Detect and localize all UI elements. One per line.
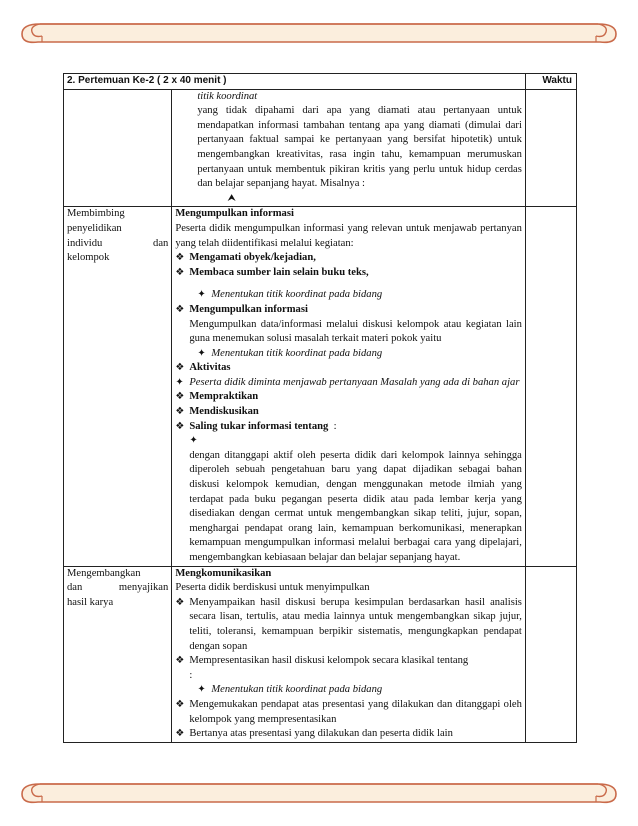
arrow-up-icon: ⮝ [227, 192, 236, 204]
star-bullet-icon: ✦ [175, 376, 184, 388]
activity-line: Membimbing [67, 208, 125, 220]
description-cell [172, 207, 526, 566]
description-cell [172, 89, 526, 207]
lesson-plan-table [63, 73, 577, 743]
activity-cell [64, 207, 172, 566]
meeting-title: 2. Pertemuan Ke-2 ( 2 x 40 menit ) [64, 74, 526, 90]
sub-list-item [175, 288, 522, 303]
table-header-row [64, 74, 577, 90]
list-item [175, 251, 522, 266]
star-bullet-icon: ✦ [197, 684, 206, 696]
closing-paragraph: dengan ditanggapi aktif oleh peserta didik dari kelompok lainnya sehingga diperoleh sebuah pengetahuan baru yang dapat dijadikan sebagai bahan diskusi kelompok kemudian, dengan menggunakan metode ilmiah yang terdapat pada buku pegangan peserta didik atau pada lembar kerja yang disediakan dengan cermat untuk mengembangkan sikap teliti, jujur, sopan, menghargai pendapat orang lain, kemampuan berkomunikasi, menerapkan kemampuan mengumpulkan informasi melalui berbagai cara yang dipelajari, mengembangkan kebiasaan belajar dan belajar sepanjang hayat. [189, 449, 522, 563]
list-item-text: Mengamati obyek/kejadian, [189, 252, 316, 264]
activity-word: menyajikan [118, 582, 169, 594]
activity-line: hasil karya [67, 596, 114, 608]
list-item-text: Menyampaikan hasil diskusi berupa kesimpulan berdasarkan hasil analisis secara lisan, tertulis, atau media lainnya untuk mengembangkan sikap jujur, teliti, toleransi, kemampuan berpikir sistematis, mengungkapkan pendapat dengan sopan [189, 596, 522, 652]
list-item-text: Mengumpulkan informasi [189, 303, 308, 315]
list-item [175, 390, 522, 405]
diamond-bullet-icon: ❖ [175, 391, 185, 403]
sub-list-item-text: Menentukan titik koordinat pada bidang [211, 684, 383, 696]
diamond-bullet-icon: ❖ [175, 728, 185, 740]
list-item [175, 405, 522, 420]
list-item [175, 698, 522, 727]
sub-list-item [175, 683, 522, 698]
sub-list-item-text: Menentukan titik koordinat pada bidang [211, 289, 383, 301]
decorative-scroll-top [0, 12, 638, 52]
list-item-text: Membaca sumber lain selain buku teks, [189, 266, 369, 278]
activity-line: kelompok [67, 252, 110, 264]
diamond-bullet-icon: ❖ [175, 266, 185, 278]
activity-line: Mengembangkan [67, 567, 141, 579]
list-item-text: Mempraktikan [189, 391, 259, 403]
list-item [175, 420, 522, 435]
star-bullet-icon: ✦ [189, 435, 198, 447]
list-item [175, 266, 522, 281]
list-item-text: Mendiskusikan [189, 406, 259, 418]
list-item-text: Mengemukakan pendapat atas presentasi yang dilakukan dan ditanggapi oleh kelompok yang mempresentasikan [189, 698, 522, 725]
list-item [175, 654, 522, 669]
diamond-bullet-icon: ❖ [175, 655, 185, 667]
activity-word: dan [67, 582, 83, 594]
sub-list-item-text: Peserta didik diminta menjawab pertanyaan Masalah yang ada di bahan ajar [189, 376, 520, 388]
diamond-bullet-icon: ❖ [175, 406, 185, 418]
decorative-scroll-bottom [0, 774, 638, 814]
table-row [64, 207, 577, 566]
activity-word: individu [67, 237, 103, 249]
time-cell [525, 566, 576, 742]
list-item-paragraph: Mengumpulkan data/informasi melalui diskusi kelompok atau kegiatan lain guna menemukan solusi masalah terkait materi pokok yaitu [189, 318, 522, 345]
waktu-header: Waktu [525, 74, 576, 90]
list-item-text: Bertanya atas presentasi yang dilakukan dan peserta didik lain [189, 728, 453, 740]
sub-list-item [175, 347, 522, 362]
diamond-bullet-icon: ❖ [175, 303, 185, 315]
list-item [175, 727, 522, 742]
diamond-bullet-icon: ❖ [175, 362, 185, 374]
list-item-colon: : [189, 669, 193, 681]
diamond-bullet-icon: ❖ [175, 420, 185, 432]
activity-word: dan [153, 237, 169, 249]
diamond-bullet-icon: ❖ [175, 596, 185, 608]
time-cell [525, 89, 576, 207]
section-heading: Mengkomunikasikan [175, 567, 272, 579]
list-item [175, 303, 522, 318]
sub-list-item-text: Menentukan titik koordinat pada bidang [211, 347, 383, 359]
table-row [64, 566, 577, 742]
list-item-text: Saling tukar informasi tentang [189, 420, 329, 432]
star-bullet-icon: ✦ [197, 289, 206, 301]
activity-cell-empty [64, 89, 172, 207]
list-item-text: Aktivitas [189, 362, 231, 374]
table-row [64, 89, 577, 207]
section-heading: Mengumpulkan informasi [175, 208, 294, 220]
section-intro: Peserta didik berdiskusi untuk menyimpulkan [175, 582, 370, 594]
diamond-bullet-icon: ❖ [175, 698, 185, 710]
activity-line [67, 581, 168, 596]
diamond-bullet-icon: ❖ [175, 252, 185, 264]
star-bullet-icon: ✦ [197, 347, 206, 359]
sub-list-item [175, 376, 522, 391]
list-item [175, 361, 522, 376]
activity-line: penyelidikan [67, 222, 122, 234]
continued-italic-text: titik koordinat [197, 90, 258, 102]
activity-line [67, 237, 168, 252]
list-item [175, 596, 522, 654]
list-item-text: Mempresentasikan hasil diskusi kelompok secara klasikal tentang [189, 655, 469, 667]
activity-cell [64, 566, 172, 742]
list-item-colon: : [333, 420, 337, 432]
continued-paragraph: yang tidak dipahami dari apa yang diamati atau pertanyaan untuk mendapatkan informasi tambahan tentang apa yang diamati (dimulai dari pertanyaan faktual sampai ke pertanyaan yang bersifat hipotetik) untuk mengembangkan kreativitas, rasa ingin tahu, kemampuan merumuskan pertanyaan untuk membentuk pikiran kritis yang perlu untuk hidup cerdas dan belajar sepanjang hayat. Misalnya : [197, 105, 522, 190]
description-cell [172, 566, 526, 742]
time-cell [525, 207, 576, 566]
section-intro: Peserta didik mengumpulkan informasi yang relevan untuk menjawab pertanyan yang telah diidentifikasi melalui kegiatan: [175, 222, 522, 249]
